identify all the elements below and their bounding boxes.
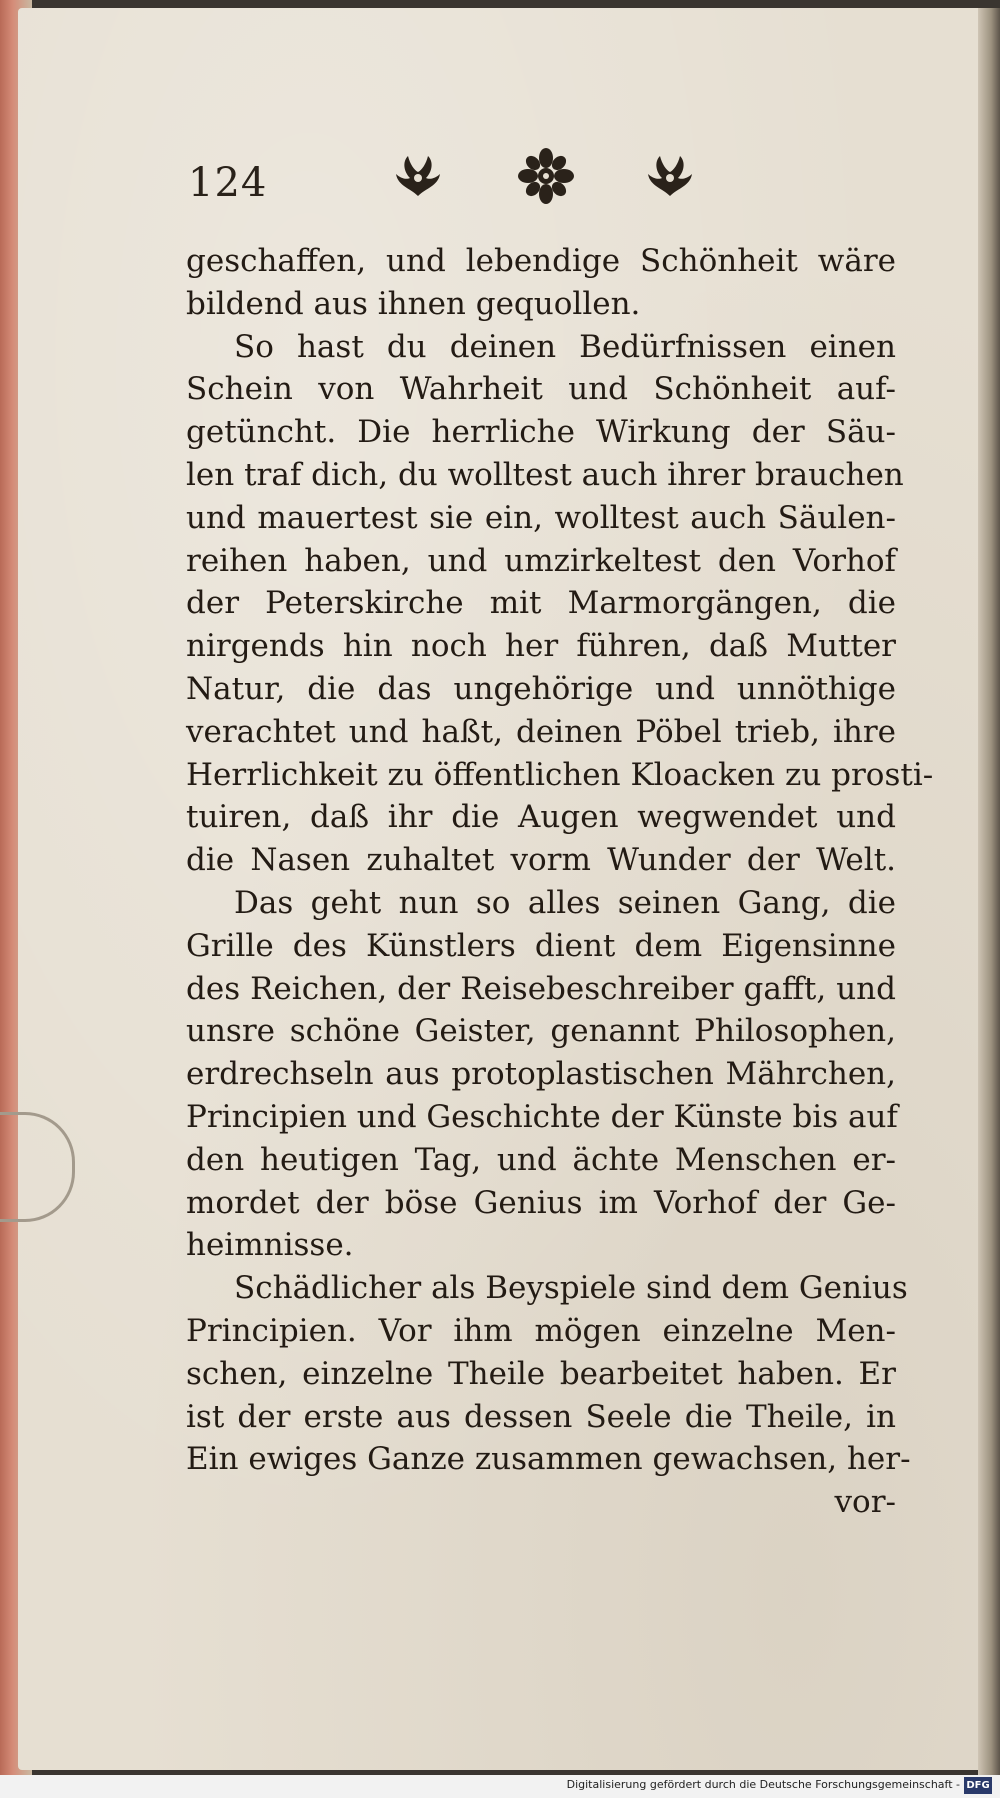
- text-line: die Nasen zuhaltet vorm Wunder der Welt.: [186, 842, 896, 879]
- rosette-icon: [518, 148, 574, 204]
- text-line: bildend aus ihnen gequollen.: [186, 285, 641, 322]
- text-line: len traf dich, du wolltest auch ihrer brauchen: [186, 456, 904, 493]
- text-line: geschaffen, und lebendige Schönheit wäre: [186, 243, 896, 279]
- paragraph-start-line: Schädlicher als Beyspiele sind dem Genius: [234, 1270, 908, 1307]
- text-line: ist der erste aus dessen Seele die Theile, in: [186, 1398, 896, 1435]
- text-line: reihen haben, und umzirkeltest den Vorhof: [186, 542, 896, 579]
- text-line: Grille des Künstlers dient dem Eigensinne: [186, 927, 896, 964]
- text-line: tuiren, daß ihr die Augen wegwendet und: [186, 799, 896, 836]
- header-ornaments: [390, 148, 710, 208]
- dfg-logo: DFG: [964, 1777, 992, 1794]
- fleuron-icon: [642, 148, 698, 204]
- text-line: verachtet und haßt, deinen Pöbel trieb, ihre: [186, 713, 896, 750]
- text-line: Schein von Wahrheit und Schönheit auf-: [186, 371, 896, 408]
- footer-bar: [0, 1775, 1000, 1798]
- text-line: getüncht. Die herrliche Wirkung der Säu-: [186, 414, 896, 451]
- text-line: Herrlichkeit zu öffentlichen Kloacken zu prosti-: [186, 756, 934, 793]
- funding-credit: Digitalisierung gefördert durch die Deutsche Forschungsgemeinschaft -: [566, 1778, 960, 1791]
- paragraph-start-line: Das geht nun so alles seinen Gang, die: [234, 884, 896, 921]
- text-line: und mauertest sie ein, wolltest auch Säulen-: [186, 499, 896, 536]
- body-text: [186, 240, 934, 1524]
- catchword: vor-: [834, 1484, 896, 1521]
- text-line: erdrechseln aus protoplastischen Mährchen,: [186, 1056, 896, 1093]
- text-line: der Peterskirche mit Marmorgängen, die: [186, 585, 896, 622]
- text-line: den heutigen Tag, und ächte Menschen er-: [186, 1141, 896, 1178]
- text-line: mordet der böse Genius im Vorhof der Ge-: [186, 1184, 896, 1221]
- fleuron-icon: [390, 148, 446, 204]
- text-line: heimnisse.: [186, 1227, 354, 1264]
- text-line: Ein ewiges Ganze zusammen gewachsen, her-: [186, 1441, 911, 1478]
- text-line: Principien und Geschichte der Künste bis auf: [186, 1098, 898, 1135]
- text-line: Natur, die das ungehörige und unnöthige: [186, 670, 896, 707]
- text-line: Principien. Vor ihm mögen einzelne Men-: [186, 1312, 896, 1349]
- text-line: schen, einzelne Theile bearbeitet haben. Er: [186, 1355, 896, 1392]
- page-number: 124: [188, 160, 268, 206]
- text-line: nirgends hin noch her führen, daß Mutter: [186, 628, 896, 665]
- book-binding-edge: [978, 8, 1000, 1778]
- text-line: unsre schöne Geister, genannt Philosophen,: [186, 1013, 896, 1050]
- paragraph-start-line: So hast du deinen Bedürfnissen einen: [234, 328, 896, 365]
- text-line: des Reichen, der Reisebeschreiber gafft, und: [186, 970, 896, 1007]
